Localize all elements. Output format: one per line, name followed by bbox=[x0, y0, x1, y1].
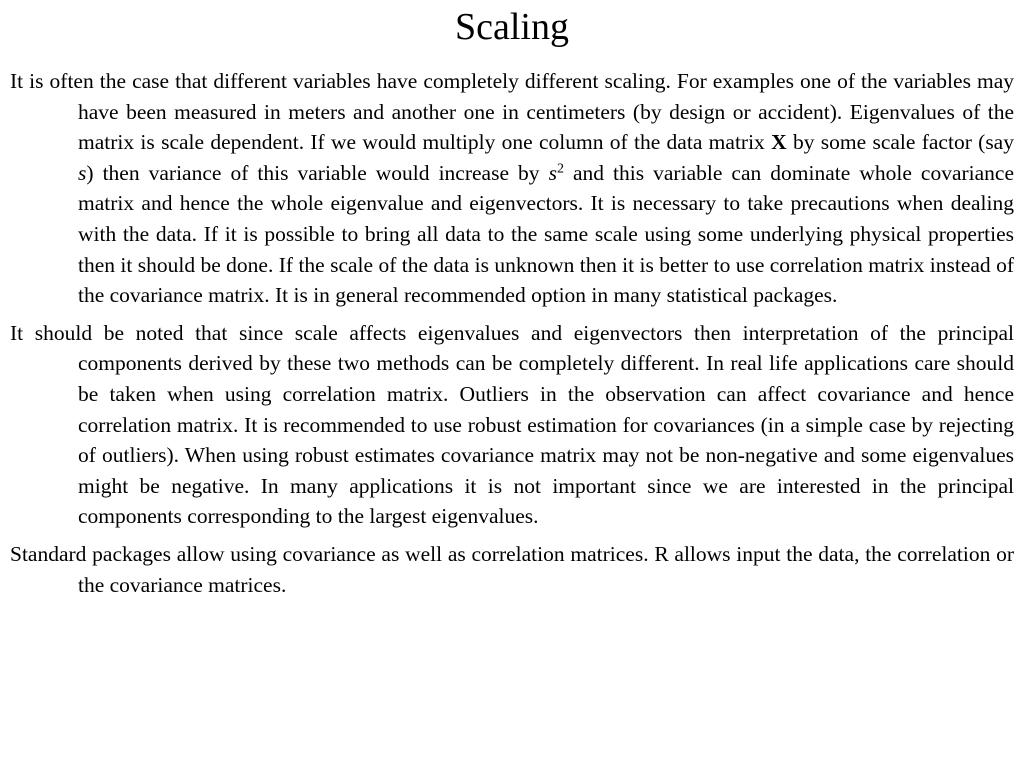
paragraph-standard-packages bbox=[10, 539, 1014, 600]
slide-title: Scaling bbox=[455, 6, 569, 48]
exponent: 2 bbox=[556, 161, 564, 177]
paragraph-text: It is often the case that different variables have completely different scaling. For examples one of the variables may have been measured in meters and another one in centimeters (by design or accident). Eigenvalues of the matrix is scale dependent. If we would multiply one column of the data matrix bbox=[10, 69, 1014, 155]
paragraph-text: and this variable can dominate whole covariance matrix and hence the whole eigenvalue and eigenvectors. It is necessary to take precautions when dealing with the data. If it is possible to bring all data to the same scale using some underlying physical properties then it should be done. If the scale of the data is unknown then it is better to use correlation matrix instead of the covariance matrix. It is in general recommended option in many statistical packages. bbox=[78, 160, 1014, 308]
paragraph-interpretation bbox=[10, 318, 1014, 532]
paragraph-text: It should be noted that since scale affects eigenvalues and eigenvectors then interpretation of the principal components derived by these two methods can be completely different. In real life applications care should be taken when using correlation matrix. Outliers in the observation can affect covariance and hence correlation matrix. It is recommended to use robust estimation for covariances (in a simple case by rejecting of outliers). When using robust estimates covariance matrix may not be non-negative and some eigenvalues might be negative. In many applications it is not important since we are interested in the principal components corresponding to the largest eigenvalues. bbox=[10, 320, 1014, 529]
matrix-symbol: X bbox=[771, 130, 787, 155]
paragraph-scaling-intro bbox=[10, 66, 1014, 311]
scale-factor-symbol: s bbox=[548, 160, 557, 185]
slide-body bbox=[10, 66, 1014, 607]
paragraph-text: by some scale factor (say bbox=[786, 130, 1014, 155]
paragraph-text: Standard packages allow using covariance as well as correlation matrices. R allows input the data, the correlation or the covariance matrices. bbox=[10, 541, 1014, 597]
scale-factor-symbol: s bbox=[78, 160, 87, 185]
paragraph-text: ) then variance of this variable would increase by bbox=[86, 160, 549, 185]
